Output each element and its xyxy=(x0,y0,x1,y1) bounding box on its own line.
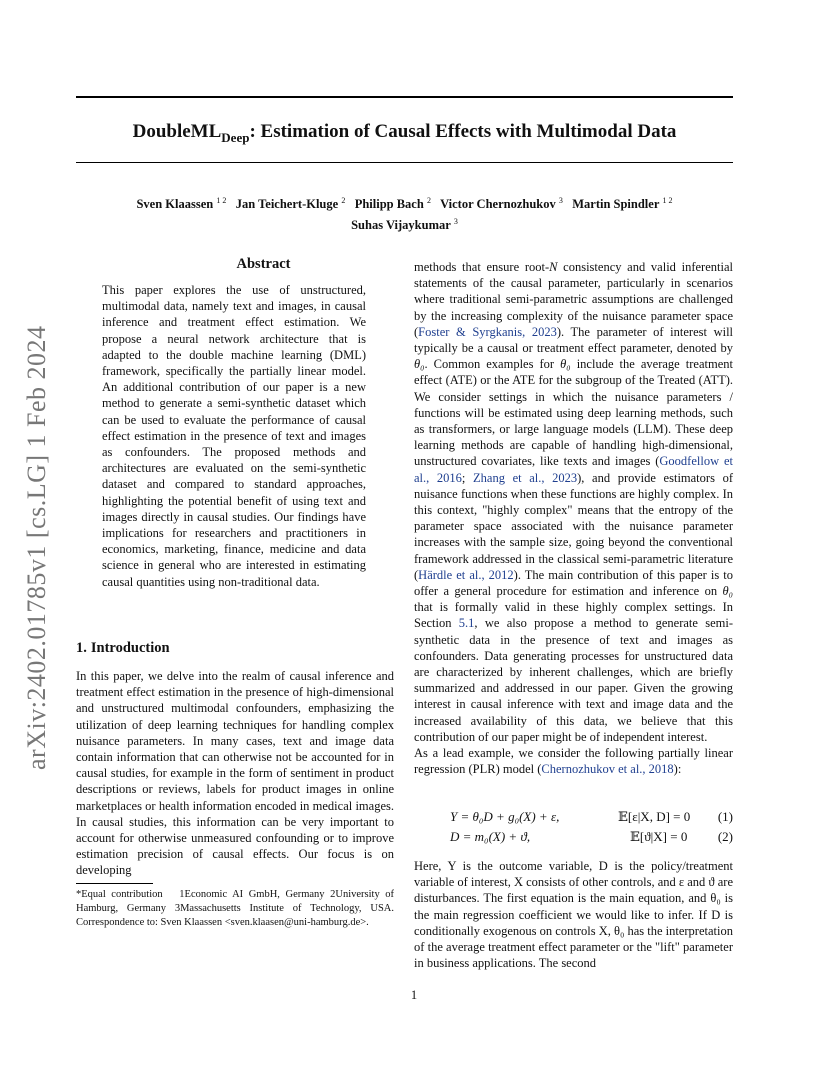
footnote-correspondence: Correspondence to: Sven Klaassen <sven.klaasen@uni-hamburg.de>. xyxy=(76,916,369,928)
equation-number: (1) xyxy=(717,809,733,824)
right-column-continued xyxy=(414,858,733,971)
text-run: ). The parameter of interest will typically be a causal or treatment effect parameter, denoted by xyxy=(414,324,734,356)
abstract-body xyxy=(102,282,366,590)
title-main: DoubleML xyxy=(132,121,222,142)
author-affiliation: 2 xyxy=(426,196,431,205)
citation-link[interactable]: Chernozhukov et al., 2018 xyxy=(541,762,674,777)
introduction-body xyxy=(76,668,394,879)
right-column-body xyxy=(414,259,733,778)
author-affiliation: 3 xyxy=(558,196,563,205)
text-run: As a lead example, we consider the following partially linear regression (PLR) model ( xyxy=(414,746,733,777)
author-name: Suhas Vijaykumar xyxy=(351,218,451,233)
equation-row xyxy=(414,827,733,847)
equation-lhs: D = m₀(X) + ϑ, xyxy=(450,829,531,844)
text-run: that is formally valid in these highly complex settings. In Section xyxy=(414,600,733,631)
author-name: Philipp Bach xyxy=(354,197,424,212)
equation-lhs: Y = θ₀D + g₀(X) + ε, xyxy=(450,809,560,824)
text-run: ). The main contribution of this paper is to offer a general procedure for estimation and inference on xyxy=(414,567,733,599)
text-run: . Common examples for xyxy=(424,357,561,372)
section-number: 1. xyxy=(76,640,87,656)
author-line-1 xyxy=(76,192,733,213)
text-run: ): xyxy=(673,762,682,777)
right-paragraph-1 xyxy=(414,259,733,745)
text-run: methods that ensure root- xyxy=(414,260,550,274)
author-name: Victor Chernozhukov xyxy=(440,197,556,212)
text-run: consistency and valid inferential statements of the causal parameter, particularly in scenarios where traditional semi-parametric assumptions are challenged by the increasing complexity of the nuisance parameter space ( xyxy=(414,260,733,339)
author-affiliation: 1 2 xyxy=(216,196,227,205)
equation-condition: 𝔼[ε|X, D] = 0 xyxy=(618,809,691,824)
text-run: ), and provide estimators of nuisance functions when these functions are highly complex. In this context, "highly complex" means that the entropy of the parameter space associated with the nuisance parameter increases with the sample size, going beyond the conventional framework addressed in the classical semi-parametric literature ( xyxy=(414,470,733,582)
equation-block xyxy=(414,807,733,847)
author-list xyxy=(76,192,733,234)
abstract-text: This paper explores the use of unstructured, multimodal data, namely text and images, in causal inference and treatment effect estimation. We propose a neural network architecture that is adapted to the double machine learning (DML) framework, specifically the partially linear model. An additional contribution of our paper is a new method to generate a semi-synthetic dataset which can be used to evaluate the performance of causal effect estimation in the presence of text and images as confounders. The proposed methods and architectures are evaluated on the semi-synthetic dataset and compared to standard approaches, highlighting the potential benefit of using text and images directly in causal studies. Our findings have implications for researchers and practitioners in economics, marketing, finance, medicine and data science in general who are interested in estimating causal quantities using non-traditional data. xyxy=(102,283,366,589)
math-symbol: N xyxy=(549,260,558,274)
equation-number: (2) xyxy=(717,829,733,844)
paper-title xyxy=(76,120,733,150)
footnote-equal-contribution: *Equal contribution xyxy=(76,889,163,900)
equation-condition: 𝔼[ϑ|X] = 0 xyxy=(630,829,688,844)
title-rest: : Estimation of Causal Effects with Multimodal Data xyxy=(249,121,677,142)
footnote-rule xyxy=(76,883,153,884)
footnote-affiliation-3: 3Massachusetts Institute of Technology, USA. xyxy=(174,902,394,914)
author-name: Martin Spindler xyxy=(572,197,660,212)
math-symbol: θ₀ xyxy=(414,357,425,372)
section-heading-introduction xyxy=(76,640,174,657)
author-affiliation: 1 2 xyxy=(662,196,673,205)
author-line-2 xyxy=(76,213,733,234)
citation-link[interactable]: Zhang et al., 2023 xyxy=(473,470,578,485)
author-name: Jan Teichert-Kluge xyxy=(235,197,339,212)
arxiv-watermark: arXiv:2402.01785v1 [cs.LG] 1 Feb 2024 xyxy=(22,325,51,770)
footnote-affiliation-1: 1Economic AI GmbH, Germany xyxy=(179,889,325,900)
math-symbol: θ₀ xyxy=(722,584,733,599)
author-affiliation: 3 xyxy=(453,217,458,227)
right-paragraph-3: Here, Y is the outcome variable, D is the policy/treatment variable of interest, X consists of other controls, and ε and ϑ are disturbances. The first equation is the main equation, and θ₀ is the main regression coefficient we would like to infer. If D is conditionally exogenous on controls X, θ₀ has the interpretation of the average treatment effect parameter or the "lift" parameter in business applications. The second xyxy=(414,859,733,971)
text-run: include the average treatment effect (ATE) or the ATE for the subgroup of the Treated (ATT). We consider settings in which the nuisance parameters / functions will be estimated using deep learning methods, such as transformers, or large language models (LLM). These deep learning methods are capable of handling high-dimensional, unstructured covariates, like texts and images ( xyxy=(414,357,733,469)
citation-link[interactable]: Foster & Syrgkanis, 2023 xyxy=(418,324,557,339)
title-bottom-rule xyxy=(76,162,733,163)
section-link[interactable]: 5.1 xyxy=(458,616,475,631)
text-run: ; xyxy=(461,470,474,485)
title-subscript: Deep xyxy=(221,129,250,145)
text-run: , we also propose a method to generate semi-synthetic data in the presence of text and images as confounders. Data generating processes for unstructured data are characterized by inherent challenges, which are briefly summarized and addressed in our paper. Given the growing interest in causal inference with text and image data and the increased availability of this data, we believe that this contribution of our paper might be of independent interest. xyxy=(414,616,734,744)
title-top-rule xyxy=(76,96,733,98)
footnote-affiliation-2: 2University of Hamburg, Germany xyxy=(76,889,395,914)
footnote xyxy=(76,888,394,929)
right-paragraph-2 xyxy=(414,745,733,777)
citation-link[interactable]: Härdle et al., 2012 xyxy=(418,567,514,582)
equation-row xyxy=(414,807,733,827)
author-name: Sven Klaassen xyxy=(136,197,214,212)
citation-link[interactable]: Goodfellow et al., 2016 xyxy=(414,454,733,485)
math-symbol: θ₀ xyxy=(560,357,571,372)
introduction-paragraph: In this paper, we delve into the realm of causal inference and treatment effect estimation in the presence of high-dimensional and unstructured multimodal confounders, emphasizing the utilization of deep learning techniques for handling complex nuisance parameters. In many cases, text and image data contain information that can otherwise not be accounted for in causal studies, for example in the form of sentiment in product descriptions or reviews, labels for product images in online marketplaces or health information encoded in medical images. In causal studies, this information can be very important to account for otherwise unmeasured confounding or to improve estimation precision of causal effects. Our focus is on developing xyxy=(76,669,394,878)
author-affiliation: 2 xyxy=(341,196,346,205)
abstract-heading: Abstract xyxy=(236,256,291,272)
section-title: Introduction xyxy=(90,640,170,656)
page-number: 1 xyxy=(410,988,418,1002)
